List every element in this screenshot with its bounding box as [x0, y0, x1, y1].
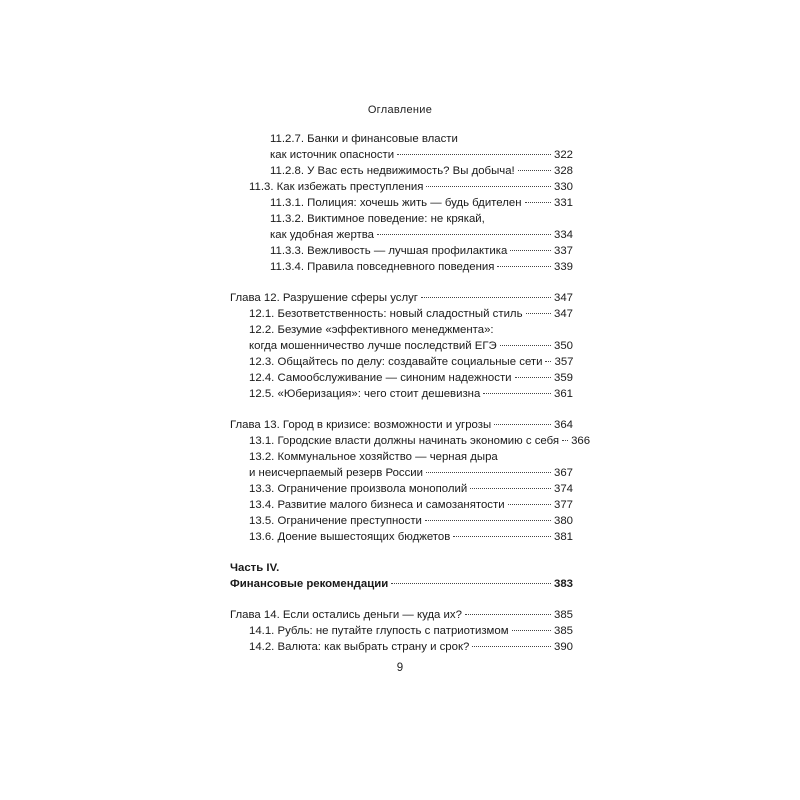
toc-entry-text: 11.3.3. Вежливость — лучшая профилактика — [270, 245, 508, 257]
toc-entry-text: 11.3. Как избежать преступления — [249, 181, 424, 193]
toc-entry-text: 13.4. Развитие малого бизнеса и самозанятости — [249, 499, 505, 511]
toc-page-number: 328 — [553, 165, 573, 177]
toc-page-number: 337 — [553, 245, 573, 257]
toc-entry — [249, 338, 573, 354]
toc-page-number: 377 — [553, 499, 573, 511]
toc-entry-text: 12.2. Безумие «эффективного менеджмента»: — [249, 324, 494, 336]
dot-leader — [425, 520, 551, 521]
toc-entry-text: 12.5. «Юберизация»: чего стоит дешевизна — [249, 388, 481, 400]
toc-entry — [249, 433, 591, 449]
toc-entry-text: 14.1. Рубль: не путайте глупость с патриотизмом — [249, 625, 509, 637]
toc-page-number: 334 — [553, 229, 573, 241]
toc-chapter-entry — [230, 417, 573, 433]
toc-page-number: 367 — [553, 467, 573, 479]
toc-entry — [249, 623, 573, 639]
toc-entry-text: 13.2. Коммунальное хозяйство — черная дыра — [249, 451, 498, 463]
toc-entry — [249, 386, 573, 402]
toc-entry-text: как источник опасности — [270, 149, 395, 161]
dot-leader — [494, 424, 551, 425]
toc-entry — [249, 529, 573, 545]
dot-leader — [377, 234, 551, 235]
toc-part-title: Часть IV. — [230, 562, 280, 574]
toc-part-entry — [230, 576, 573, 592]
toc-entry — [249, 179, 573, 195]
toc-page-number: 374 — [553, 483, 573, 495]
dot-leader — [510, 250, 551, 251]
toc-chapter-entry — [230, 290, 573, 306]
dot-leader — [515, 377, 551, 378]
toc-page-number: 385 — [553, 609, 573, 621]
toc-entry — [270, 163, 573, 179]
toc-entry — [249, 513, 573, 529]
toc-page-number: 331 — [553, 197, 573, 209]
toc-entry — [270, 227, 573, 243]
toc-entry — [270, 195, 573, 211]
toc-page-number: 383 — [553, 578, 573, 590]
dot-leader — [483, 393, 551, 394]
toc-entry-text: 11.3.4. Правила повседневного поведения — [270, 261, 495, 273]
toc-entry-text: 12.4. Самообслуживание — синоним надежности — [249, 372, 512, 384]
dot-leader — [426, 186, 551, 187]
toc-page-number: 339 — [553, 261, 573, 273]
dot-leader — [472, 646, 551, 647]
toc-entry-text: 13.5. Ограничение преступности — [249, 515, 422, 527]
toc-page-number: 359 — [553, 372, 573, 384]
toc-entry-text: 13.1. Городские власти должны начинать экономию с себя — [249, 435, 560, 447]
toc-page-number: 350 — [553, 340, 573, 352]
toc-entry — [249, 465, 573, 481]
dot-leader — [497, 266, 551, 267]
toc-entry-text: 14.2. Валюта: как выбрать страну и срок? — [249, 641, 470, 653]
dot-leader — [391, 583, 551, 584]
toc-entry — [249, 481, 573, 497]
toc-page-number: 322 — [553, 149, 573, 161]
dot-leader — [465, 614, 551, 615]
toc-entry-text: Глава 12. Разрушение сферы услуг — [230, 292, 418, 304]
dot-leader — [508, 504, 551, 505]
dot-leader — [512, 630, 551, 631]
toc-entry — [249, 354, 573, 370]
toc-entry — [249, 306, 573, 322]
toc-entry-text: 11.3.2. Виктимное поведение: не крякай, — [270, 213, 485, 225]
dot-leader — [526, 313, 551, 314]
dot-leader — [545, 361, 551, 362]
dot-leader — [470, 488, 551, 489]
toc-entry-text: 12.1. Безответственность: новый сладостный стиль — [249, 308, 523, 320]
page-number: 9 — [396, 662, 404, 674]
toc-entry-text: Глава 13. Город в кризисе: возможности и угрозы — [230, 419, 492, 431]
toc-entry-text: 13.3. Ограничение произвола монополий — [249, 483, 468, 495]
toc-page-number: 347 — [553, 292, 573, 304]
running-head: Оглавление — [367, 104, 433, 116]
toc-page-number: 330 — [553, 181, 573, 193]
toc-entry — [249, 497, 573, 513]
dot-leader — [421, 297, 551, 298]
dot-leader — [500, 345, 551, 346]
toc-entry-text: когда мошенничество лучше последствий ЕГЭ — [249, 340, 497, 352]
dot-leader — [453, 536, 551, 537]
toc-page-number: 357 — [554, 356, 574, 368]
toc-page-number: 380 — [553, 515, 573, 527]
toc-page-number: 381 — [553, 531, 573, 543]
dot-leader — [525, 202, 551, 203]
toc-entry-text: как удобная жертва — [270, 229, 375, 241]
toc-entry-text: и неисчерпаемый резерв России — [249, 467, 424, 479]
toc-entry-text: 11.2.8. У Вас есть недвижимость? Вы добыча! — [270, 165, 515, 177]
toc-entry-text: 11.2.7. Банки и финансовые власти — [270, 133, 458, 145]
dot-leader — [426, 472, 551, 473]
toc-entry-text: Глава 14. Если остались деньги — куда их? — [230, 609, 462, 621]
toc-entry-text: 13.6. Доение вышестоящих бюджетов — [249, 531, 451, 543]
toc-entry — [249, 370, 573, 386]
dot-leader — [562, 440, 568, 441]
toc-entry-text: 11.3.1. Полиция: хочешь жить — будь бдителен — [270, 197, 522, 209]
toc-page-number: 390 — [553, 641, 573, 653]
toc-entry-text: 12.3. Общайтесь по делу: создавайте социальные сети — [249, 356, 543, 368]
toc-entry-text: Финансовые рекомендации — [230, 578, 389, 590]
toc-page-number: 385 — [553, 625, 573, 637]
toc-entry — [270, 259, 573, 275]
toc-entry — [270, 243, 573, 259]
toc-entry — [270, 147, 573, 163]
toc-page-number: 366 — [571, 435, 591, 447]
dot-leader — [518, 170, 551, 171]
toc-entry — [249, 639, 573, 655]
toc-chapter-entry — [230, 607, 573, 623]
toc-page-number: 347 — [553, 308, 573, 320]
toc-page-number: 361 — [553, 388, 573, 400]
toc-page-number: 364 — [553, 419, 573, 431]
dot-leader — [397, 154, 551, 155]
